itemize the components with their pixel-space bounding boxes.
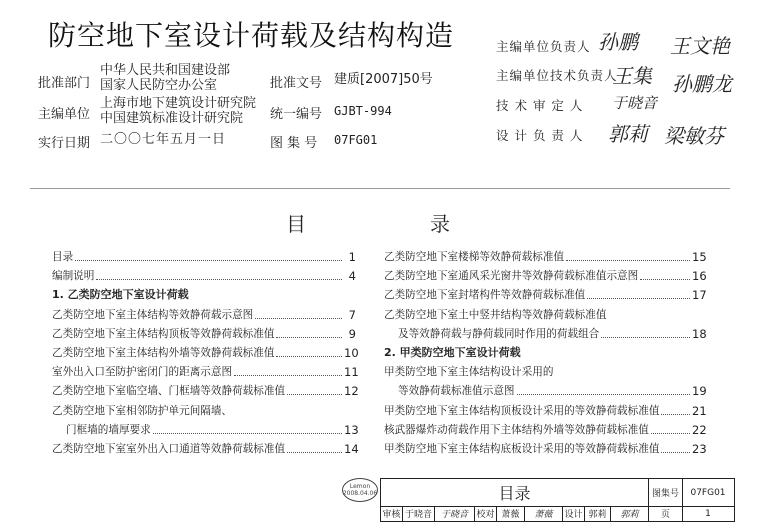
title-block-row-2 (381, 506, 734, 521)
title-block-row-1 (381, 479, 734, 507)
toc-entry-title: 乙类防空地下室主体结构顶板等效静荷载标准值 (52, 327, 275, 340)
approval-no-value: 建质[2007]50号 (334, 72, 433, 87)
toc-dot-leader (587, 298, 690, 299)
toc-entry[interactable] (52, 304, 356, 322)
atlas-no-label: 图 集 号 (270, 136, 318, 151)
chief-unit-tech-responsible-label: 主编单位技术负责人 (496, 68, 618, 83)
toc-entry[interactable] (52, 284, 356, 302)
toc-dot-leader (601, 337, 690, 338)
toc-dot-leader (75, 260, 342, 261)
toc-entry[interactable] (384, 265, 707, 284)
toc-entry-page: 23 (692, 441, 707, 456)
signature: 孙鹏 (598, 30, 638, 54)
toc-entry-page: 12 (344, 384, 359, 399)
toc-dot-leader (96, 279, 342, 280)
toc-entry[interactable] (384, 323, 707, 341)
toc-entry-page: 21 (692, 403, 707, 418)
toc-entry-title: 乙类防空地下室室外出入口通道等效静荷载标准值 (52, 442, 286, 455)
toc-entry-title: 目录 (52, 251, 74, 263)
toc-entry-page: 10 (344, 345, 359, 360)
toc-entry-page: 7 (348, 307, 356, 322)
toc-entry-title: 室外出入口至防护密闭门的距离示意图 (52, 366, 233, 379)
toc-entry[interactable] (52, 323, 356, 341)
toc-entry-page: 4 (348, 269, 356, 284)
toc-entry-page: 16 (692, 269, 707, 284)
toc-dot-leader (661, 452, 690, 453)
toc-dot-leader (517, 394, 690, 395)
toc-dot-leader (276, 337, 342, 338)
design-signature: 郭莉 (611, 506, 649, 521)
date-stamp (342, 478, 378, 502)
review-name: 于晓音 (403, 506, 435, 521)
approval-dept-value-2: 国家人民防空办公室 (100, 78, 218, 93)
toc-entry-title: 乙类防空地下室主体结构等效静荷载示意图 (52, 308, 254, 321)
chief-editor-value-2: 中国建筑标准设计研究院 (100, 111, 244, 126)
atlas-no-footer-value: 07FG01 (690, 487, 726, 498)
signature: 梁敏芬 (664, 124, 724, 148)
unified-no-value: GJBT-994 (334, 104, 392, 118)
toc-entry[interactable] (52, 265, 356, 283)
toc-entry-page: 18 (692, 326, 707, 341)
toc-entry-title: 门框墙的墙厚要求 (66, 423, 151, 436)
tech-approver-label: 技 术 审 定 人 (496, 98, 584, 113)
toc-entry-title: 乙类防空地下室楼梯等效静荷载标准值 (384, 251, 565, 263)
toc-entry[interactable] (52, 438, 359, 456)
review-signature: 于晓音 (435, 506, 475, 521)
toc-entry[interactable] (384, 342, 704, 360)
signature: 郭莉 (608, 122, 648, 146)
toc-entry[interactable] (384, 419, 707, 437)
toc-entry-title: 甲类防空地下室主体结构顶板设计采用的等效静荷载标准值 (384, 404, 660, 417)
toc-entry-title: 乙类防空地下室土中竖井结构等效静荷载标准值 (384, 308, 607, 321)
design-label: 设计 (563, 506, 585, 521)
signature: 王集 (612, 64, 652, 88)
toc-entry-title: 等效静荷载标准值示意图 (398, 385, 515, 398)
toc-dot-leader (276, 356, 342, 357)
toc-entry-page: 11 (344, 365, 359, 380)
toc-entry-title: 1. 乙类防空地下室设计荷载 (52, 288, 189, 302)
toc-entry[interactable] (52, 361, 359, 380)
stamp-line-1: Lemon (349, 483, 371, 490)
chief-editor-value-1: 上海市地下建筑设计研究院 (100, 96, 257, 111)
stamp-line-2: 2008.04.06 (342, 490, 378, 497)
atlas-no-footer-label: 图集号 (649, 479, 683, 506)
atlas-no-value: 07FG01 (334, 133, 378, 147)
toc-dot-leader (287, 452, 342, 453)
toc-entry-page: 17 (692, 288, 707, 303)
toc-entry-page: 15 (692, 250, 707, 264)
toc-entry[interactable] (384, 284, 707, 303)
toc-entry-title: 乙类防空地下室通风采光窗井等效静荷载标准值示意图 (384, 270, 639, 283)
toc-left-column (52, 246, 359, 457)
page-label: 页 (649, 506, 683, 521)
design-name: 郭莉 (585, 506, 611, 521)
header-divider (30, 188, 730, 189)
toc-entry-title: 核武器爆炸动荷载作用下主体结构外墙等效静荷载标准值 (384, 423, 649, 436)
toc-dot-leader (566, 260, 690, 261)
check-label: 校对 (475, 506, 497, 521)
check-name: 萧薇 (497, 506, 525, 521)
toc-entry[interactable] (384, 438, 707, 456)
toc-dot-leader (640, 279, 690, 280)
header-block (0, 0, 760, 188)
toc-entry-title: 编制说明 (52, 270, 95, 283)
signature: 孙鹏龙 (672, 72, 732, 96)
toc-entry[interactable] (384, 380, 707, 399)
toc-entry-title: 甲类防空地下室主体结构底板设计采用的等效静荷载标准值 (384, 442, 660, 455)
toc-dot-leader (234, 375, 342, 376)
effective-date-label: 实行日期 (38, 136, 91, 151)
toc-entry-page: 13 (344, 422, 359, 437)
effective-date-value: 二〇〇七年五月一日 (100, 132, 227, 147)
chief-unit-responsible-label: 主编单位负责人 (496, 39, 591, 54)
toc-entry[interactable] (52, 380, 359, 399)
toc-entry-title: 乙类防空地下室封堵构件等效静荷载标准值 (384, 289, 586, 302)
toc-entry-page: 22 (692, 422, 707, 437)
toc-entry-title: 2. 甲类防空地下室设计荷载 (384, 345, 521, 359)
toc-title-left: 目 (286, 212, 306, 236)
page-value: 1 (705, 508, 711, 519)
title-block (380, 478, 735, 522)
toc-entry[interactable] (384, 304, 704, 322)
approval-no-label: 批准文号 (270, 76, 323, 91)
unified-no-label: 统一编号 (270, 107, 323, 122)
toc-entry[interactable] (52, 419, 359, 437)
design-responsible-label: 设 计 负 责 人 (496, 128, 584, 143)
toc-entry[interactable] (52, 246, 356, 264)
toc-dot-leader (661, 414, 690, 415)
toc-entry[interactable] (384, 400, 707, 418)
toc-entry[interactable] (52, 342, 359, 360)
toc-entry-title: 及等效静荷载与静荷载同时作用的荷载组合 (398, 327, 600, 340)
approval-dept-value-1: 中华人民共和国建设部 (100, 63, 231, 78)
sheet-title: 目录 (381, 479, 649, 506)
toc-dot-leader (153, 433, 342, 434)
approval-dept-label: 批准部门 (38, 76, 91, 91)
toc-title-right: 录 (430, 212, 450, 236)
toc-entry-page: 14 (344, 441, 359, 456)
toc-right-column (384, 246, 707, 457)
review-label: 审核 (381, 506, 403, 521)
toc-dot-leader (651, 433, 690, 434)
toc-dot-leader (287, 394, 342, 395)
toc-entry-page: 9 (348, 326, 356, 341)
toc-entry[interactable] (52, 400, 356, 418)
toc-entry[interactable] (384, 361, 704, 379)
atlas-title: 防空地下室设计荷载及结构构造 (48, 19, 455, 52)
check-signature: 萧薇 (525, 506, 563, 521)
toc-entry-title: 乙类防空地下室相邻防护单元间隔墙、 (52, 404, 233, 417)
toc-entry-title: 乙类防空地下室临空墙、门框墙等效静荷载标准值 (52, 385, 286, 398)
toc-entry-page: 19 (692, 384, 707, 399)
signature: 于晓音 (612, 94, 658, 112)
chief-editor-label: 主编单位 (38, 107, 91, 122)
toc-entry-page: 1 (348, 250, 356, 264)
toc-entry-title: 乙类防空地下室主体结构外墙等效静荷载标准值 (52, 346, 275, 359)
toc-dot-leader (255, 318, 342, 319)
toc-entry[interactable] (384, 246, 707, 264)
signature: 王文艳 (670, 34, 730, 58)
toc-entry-title: 甲类防空地下室主体结构设计采用的 (384, 366, 554, 379)
